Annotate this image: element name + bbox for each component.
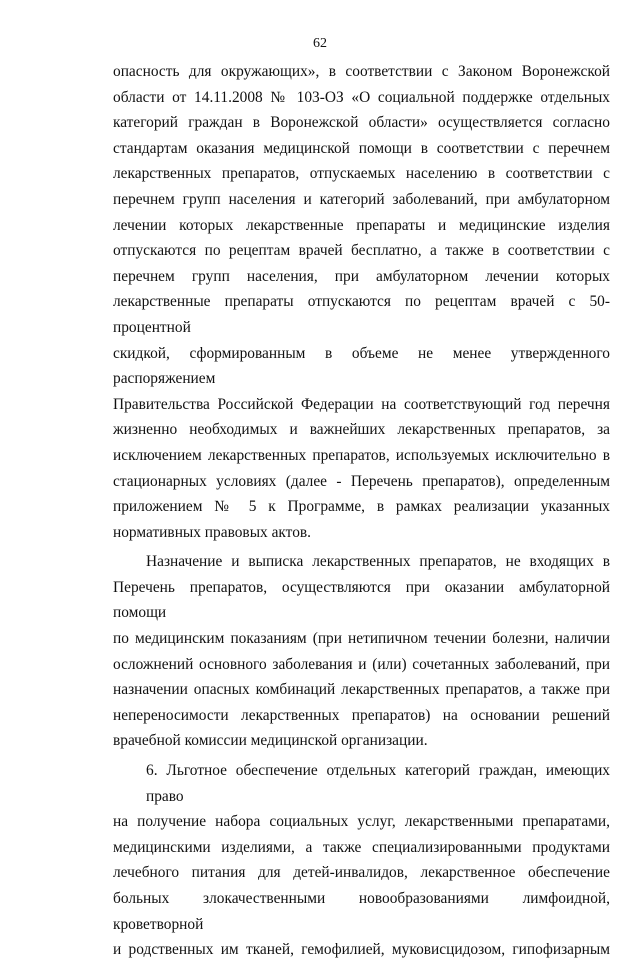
text-line: 6. Льготное обеспечение отдельных категорий граждан, имеющих право	[146, 762, 610, 805]
text-line: лекарственные препараты отпускаются по рецептам врачей с 50-процентной	[113, 293, 610, 336]
text-line: отпускаются по рецептам врачей бесплатно, а также в соответствии с	[113, 242, 610, 260]
text-line: перечнем групп населения и категорий заболеваний, при амбулаторном	[113, 190, 610, 208]
text-line: приложением № 5 к Программе, в рамках реализации указанных	[113, 498, 610, 516]
text-line: жизненно необходимых и важнейших лекарственных препаратов, за	[113, 421, 610, 439]
paragraph-2	[113, 549, 610, 754]
text-line: Перечень препаратов, осуществляются при оказании амбулаторной помощи	[113, 578, 610, 622]
text-line: скидкой, сформированным в объеме не менее утвержденного распоряжением	[113, 344, 610, 388]
text-line: и родственных им тканей, гемофилией, муковисцидозом, гипофизарным	[113, 941, 610, 959]
paragraph-1	[113, 59, 610, 545]
text-line: стационарных условиях (далее - Перечень препаратов), определенным	[113, 472, 610, 490]
paragraph-3	[113, 758, 610, 963]
text-line: категорий граждан в Воронежской области» осуществляется согласно	[113, 114, 610, 132]
text-line: врачебной комиссии медицинской организации.	[113, 732, 428, 750]
text-line: стандартам оказания медицинской помощи в соответствии с перечнем	[113, 139, 610, 157]
text-line: лечебного питания для детей-инвалидов, лекарственное обеспечение	[113, 864, 610, 882]
text-line: по медицинским показаниям (при нетипичном течении болезни, наличии	[113, 630, 610, 648]
text-line: области от 14.11.2008 № 103-ОЗ «О социальной поддержке отдельных	[113, 88, 610, 106]
page-number: 62	[313, 36, 327, 51]
text-line: медицинскими изделиями, а также специализированными продуктами	[113, 838, 610, 856]
text-line: исключением лекарственных препаратов, используемых исключительно в	[113, 446, 610, 464]
text-line: перечнем групп населения, при амбулаторном лечении которых	[113, 267, 610, 285]
text-line: непереносимости лекарственных препаратов) на основании решений	[113, 706, 610, 724]
text-line: Правительства Российской Федерации на соответствующий год перечня	[113, 395, 610, 413]
text-line: лечении которых лекарственные препараты и медицинские изделия	[113, 216, 610, 234]
text-line: Назначение и выписка лекарственных препаратов, не входящих в	[146, 553, 610, 571]
text-line: больных злокачественными новообразованиями лимфоидной, кроветворной	[113, 890, 610, 933]
document-body	[113, 59, 610, 963]
text-line: опасность для окружающих», в соответствии с Законом Воронежской	[113, 63, 610, 80]
text-line: назначении опасных комбинаций лекарственных препаратов, а также при	[113, 681, 610, 699]
text-line: лекарственных препаратов, отпускаемых населению в соответствии с	[113, 165, 610, 183]
text-line: осложнений основного заболевания и (или) сочетанных заболеваний, при	[113, 655, 610, 673]
text-line: нормативных правовых актов.	[113, 523, 312, 541]
text-line: на получение набора социальных услуг, лекарственными препаратами,	[113, 813, 610, 831]
